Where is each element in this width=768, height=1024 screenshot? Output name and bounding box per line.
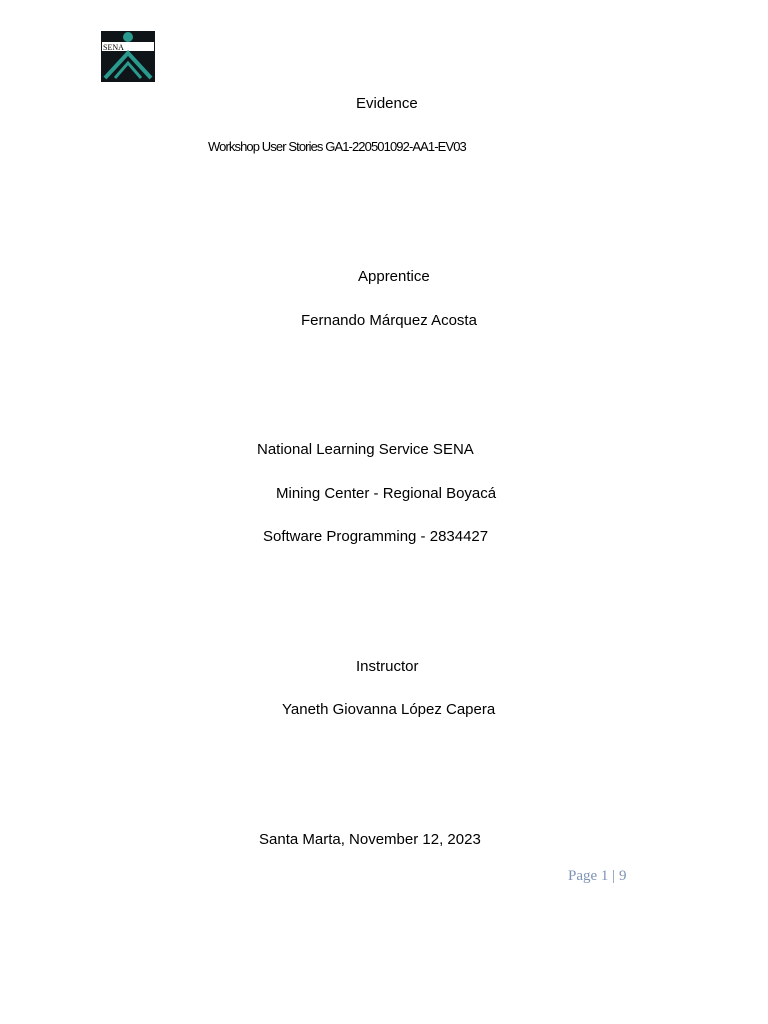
apprentice-label: Apprentice bbox=[358, 268, 430, 285]
page-number-separator: | bbox=[612, 868, 616, 884]
page-number-total: 9 bbox=[618, 868, 627, 884]
place-and-date: Santa Marta, November 12, 2023 bbox=[259, 831, 481, 848]
sena-logo bbox=[101, 31, 155, 82]
instructor-label: Instructor bbox=[356, 658, 419, 675]
document-subtitle: Workshop User Stories GA1-220501092-AA1-EV03 bbox=[208, 139, 466, 154]
page-number-label: Page 1 bbox=[568, 868, 609, 884]
apprentice-name: Fernando Márquez Acosta bbox=[301, 312, 477, 329]
program-name: Software Programming - 2834427 bbox=[263, 528, 489, 545]
institution-name: National Learning Service SENA bbox=[257, 441, 474, 458]
document-heading: Evidence bbox=[356, 95, 418, 112]
sena-logo-icon bbox=[101, 31, 155, 82]
training-center: Mining Center - Regional Boyacá bbox=[276, 485, 497, 502]
sena-logo-text: SENA bbox=[103, 43, 124, 52]
page-number bbox=[568, 867, 626, 885]
instructor-name: Yaneth Giovanna López Capera bbox=[282, 701, 496, 718]
